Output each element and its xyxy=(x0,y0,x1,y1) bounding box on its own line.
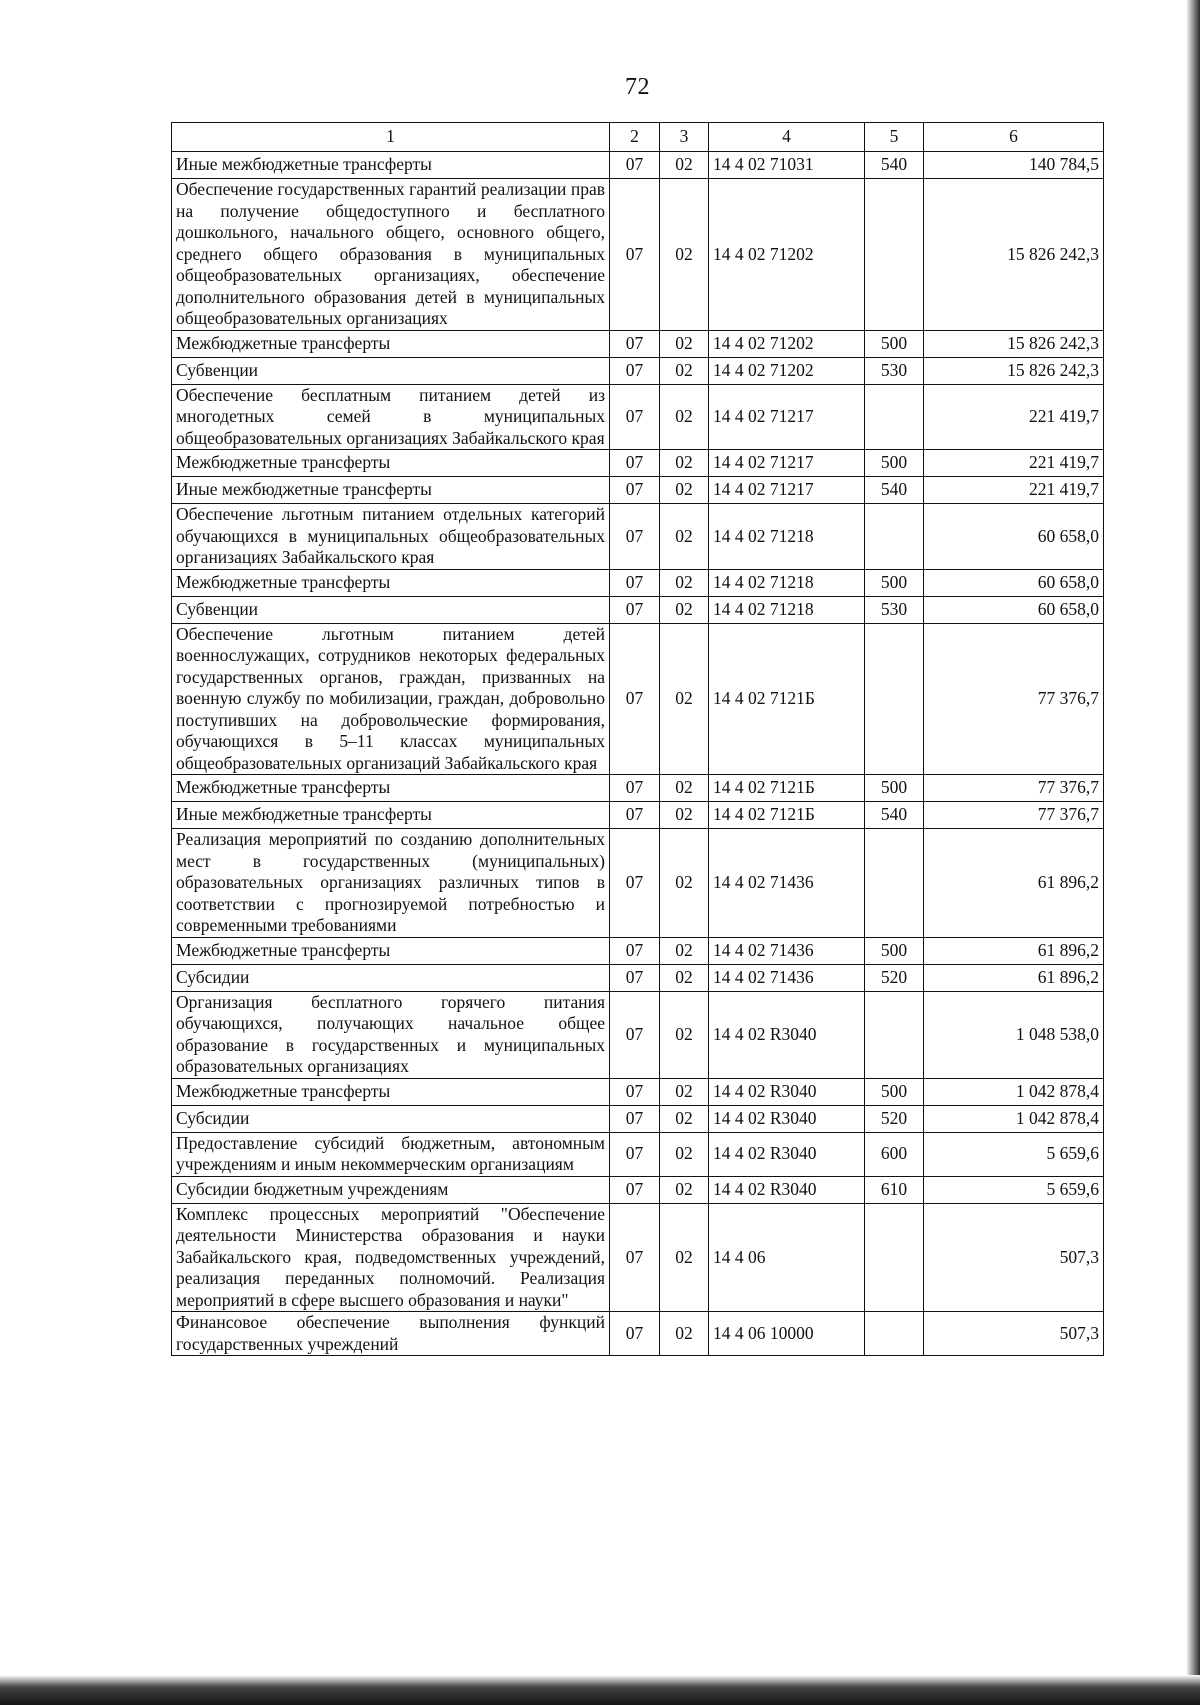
row-amount: 60 658,0 xyxy=(924,569,1104,596)
row-name: Субвенции xyxy=(172,357,610,384)
row-target-code: 14 4 02 R3040 xyxy=(709,1105,865,1132)
row-amount: 15 826 242,3 xyxy=(924,357,1104,384)
row-amount: 61 896,2 xyxy=(924,964,1104,991)
table-row xyxy=(172,775,1104,802)
table-row xyxy=(172,152,1104,179)
row-target-code: 14 4 06 10000 xyxy=(709,1312,865,1356)
row-subsection: 02 xyxy=(660,357,709,384)
row-name: Межбюджетные трансферты xyxy=(172,1078,610,1105)
table-row xyxy=(172,357,1104,384)
row-amount: 15 826 242,3 xyxy=(924,330,1104,357)
row-target-code: 14 4 02 R3040 xyxy=(709,1132,865,1176)
table-row xyxy=(172,937,1104,964)
row-name: Обеспечение льготным питанием отдельных категорий обучающихся в муниципальных общеобразовательных организациях Забайкальского края xyxy=(172,504,610,570)
row-expense-type xyxy=(865,1203,924,1312)
row-target-code: 14 4 02 7121Б xyxy=(709,775,865,802)
table-row xyxy=(172,330,1104,357)
row-name: Межбюджетные трансферты xyxy=(172,937,610,964)
table-row xyxy=(172,450,1104,477)
row-target-code: 14 4 02 71436 xyxy=(709,829,865,938)
row-amount: 507,3 xyxy=(924,1312,1104,1356)
row-expense-type xyxy=(865,991,924,1078)
row-expense-type: 610 xyxy=(865,1176,924,1203)
row-target-code: 14 4 02 71218 xyxy=(709,596,865,623)
row-expense-type xyxy=(865,384,924,450)
row-name: Финансовое обеспечение выполнения функций государственных учреждений xyxy=(172,1312,610,1356)
row-section: 07 xyxy=(610,1312,660,1356)
row-amount: 1 048 538,0 xyxy=(924,991,1104,1078)
row-name: Межбюджетные трансферты xyxy=(172,775,610,802)
row-name: Обеспечение государственных гарантий реализации прав на получение общедоступного и бесплатного дошкольного, начального общего, основного общего, среднего общего образования в муниципальных общеобразовательных организациях, обеспечение дополнительного образования детей в муниципальных общеобразовательных организациях xyxy=(172,179,610,331)
row-amount: 60 658,0 xyxy=(924,596,1104,623)
row-target-code: 14 4 02 71217 xyxy=(709,450,865,477)
row-expense-type: 600 xyxy=(865,1132,924,1176)
row-target-code: 14 4 02 71202 xyxy=(709,330,865,357)
row-expense-type: 500 xyxy=(865,450,924,477)
row-expense-type: 500 xyxy=(865,937,924,964)
table-body xyxy=(172,152,1104,1356)
scan-edge-bottom xyxy=(0,1675,1200,1705)
row-amount: 221 419,7 xyxy=(924,477,1104,504)
row-section: 07 xyxy=(610,937,660,964)
row-expense-type xyxy=(865,179,924,331)
row-expense-type xyxy=(865,1312,924,1356)
row-subsection: 02 xyxy=(660,569,709,596)
header-col-3: 3 xyxy=(660,123,709,152)
row-section: 07 xyxy=(610,569,660,596)
row-name: Предоставление субсидий бюджетным, автономным учреждениям и иным некоммерческим организациям xyxy=(172,1132,610,1176)
row-expense-type: 500 xyxy=(865,775,924,802)
table-header xyxy=(172,123,1104,152)
row-target-code: 14 4 02 R3040 xyxy=(709,1078,865,1105)
row-name: Субсидии xyxy=(172,1105,610,1132)
table-row xyxy=(172,623,1104,775)
row-target-code: 14 4 02 71202 xyxy=(709,179,865,331)
header-row xyxy=(172,123,1104,152)
row-expense-type: 540 xyxy=(865,477,924,504)
row-target-code: 14 4 02 71031 xyxy=(709,152,865,179)
row-name: Субсидии бюджетным учреждениям xyxy=(172,1176,610,1203)
row-target-code: 14 4 02 71217 xyxy=(709,477,865,504)
row-target-code: 14 4 02 71436 xyxy=(709,937,865,964)
row-amount: 1 042 878,4 xyxy=(924,1078,1104,1105)
row-section: 07 xyxy=(610,829,660,938)
row-target-code: 14 4 02 R3040 xyxy=(709,1176,865,1203)
row-subsection: 02 xyxy=(660,964,709,991)
row-name: Организация бесплатного горячего питания обучающихся, получающих начальное общее образование в государственных и муниципальных образовательных организациях xyxy=(172,991,610,1078)
row-name: Иные межбюджетные трансферты xyxy=(172,477,610,504)
row-section: 07 xyxy=(610,384,660,450)
row-subsection: 02 xyxy=(660,1132,709,1176)
table-row xyxy=(172,596,1104,623)
row-subsection: 02 xyxy=(660,152,709,179)
header-col-5: 5 xyxy=(865,123,924,152)
row-subsection: 02 xyxy=(660,504,709,570)
row-section: 07 xyxy=(610,802,660,829)
row-subsection: 02 xyxy=(660,1176,709,1203)
row-subsection: 02 xyxy=(660,384,709,450)
row-name: Иные межбюджетные трансферты xyxy=(172,152,610,179)
header-col-1: 1 xyxy=(172,123,610,152)
row-target-code: 14 4 02 71218 xyxy=(709,569,865,596)
table-row xyxy=(172,1105,1104,1132)
row-section: 07 xyxy=(610,450,660,477)
row-expense-type xyxy=(865,623,924,775)
row-section: 07 xyxy=(610,623,660,775)
table-row xyxy=(172,1078,1104,1105)
row-subsection: 02 xyxy=(660,623,709,775)
table-row xyxy=(172,569,1104,596)
row-amount: 77 376,7 xyxy=(924,775,1104,802)
row-expense-type: 540 xyxy=(865,802,924,829)
row-subsection: 02 xyxy=(660,1105,709,1132)
row-subsection: 02 xyxy=(660,477,709,504)
row-expense-type xyxy=(865,829,924,938)
row-expense-type: 530 xyxy=(865,357,924,384)
row-subsection: 02 xyxy=(660,179,709,331)
row-expense-type: 520 xyxy=(865,964,924,991)
table-row xyxy=(172,477,1104,504)
row-amount: 61 896,2 xyxy=(924,937,1104,964)
row-name: Межбюджетные трансферты xyxy=(172,569,610,596)
budget-table xyxy=(171,122,1104,1356)
row-amount: 1 042 878,4 xyxy=(924,1105,1104,1132)
row-name: Межбюджетные трансферты xyxy=(172,450,610,477)
header-col-2: 2 xyxy=(610,123,660,152)
header-col-4: 4 xyxy=(709,123,865,152)
row-section: 07 xyxy=(610,179,660,331)
row-subsection: 02 xyxy=(660,1078,709,1105)
table-row xyxy=(172,829,1104,938)
row-name: Обеспечение льготным питанием детей военнослужащих, сотрудников некоторых федеральных государственных органов, граждан, призванных на военную службу по мобилизации, граждан, добровольно поступивших на добровольческие формирования, обучающихся в 5–11 классах муниципальных общеобразовательных организаций Забайкальского края xyxy=(172,623,610,775)
row-subsection: 02 xyxy=(660,1203,709,1312)
row-name: Межбюджетные трансферты xyxy=(172,330,610,357)
row-section: 07 xyxy=(610,330,660,357)
table-row xyxy=(172,1132,1104,1176)
table-row xyxy=(172,802,1104,829)
table-row xyxy=(172,179,1104,331)
row-amount: 77 376,7 xyxy=(924,802,1104,829)
row-subsection: 02 xyxy=(660,450,709,477)
row-name: Иные межбюджетные трансферты xyxy=(172,802,610,829)
row-section: 07 xyxy=(610,964,660,991)
row-section: 07 xyxy=(610,1132,660,1176)
row-expense-type: 540 xyxy=(865,152,924,179)
row-expense-type xyxy=(865,504,924,570)
table-row xyxy=(172,1312,1104,1356)
row-expense-type: 500 xyxy=(865,1078,924,1105)
row-target-code: 14 4 02 71436 xyxy=(709,964,865,991)
row-amount: 140 784,5 xyxy=(924,152,1104,179)
page-number: 72 xyxy=(625,74,650,100)
row-amount: 61 896,2 xyxy=(924,829,1104,938)
row-target-code: 14 4 06 xyxy=(709,1203,865,1312)
row-name: Реализация мероприятий по созданию дополнительных мест в государственных (муниципальных) образовательных организациях различных типов в соответствии с прогнозируемой потребностью и современными требованиями xyxy=(172,829,610,938)
row-subsection: 02 xyxy=(660,775,709,802)
row-expense-type: 520 xyxy=(865,1105,924,1132)
row-target-code: 14 4 02 71202 xyxy=(709,357,865,384)
row-expense-type: 500 xyxy=(865,569,924,596)
row-amount: 507,3 xyxy=(924,1203,1104,1312)
row-amount: 221 419,7 xyxy=(924,384,1104,450)
row-section: 07 xyxy=(610,991,660,1078)
row-amount: 15 826 242,3 xyxy=(924,179,1104,331)
row-name: Комплекс процессных мероприятий "Обеспечение деятельности Министерства образования и науки Забайкальского края, подведомственных учреждений, реализация переданных полномочий. Реализация мероприятий в сфере высшего образования и науки" xyxy=(172,1203,610,1312)
row-amount: 5 659,6 xyxy=(924,1132,1104,1176)
row-amount: 221 419,7 xyxy=(924,450,1104,477)
row-section: 07 xyxy=(610,1203,660,1312)
row-name: Субсидии xyxy=(172,964,610,991)
row-section: 07 xyxy=(610,775,660,802)
row-subsection: 02 xyxy=(660,829,709,938)
row-target-code: 14 4 02 7121Б xyxy=(709,623,865,775)
row-section: 07 xyxy=(610,152,660,179)
row-target-code: 14 4 02 7121Б xyxy=(709,802,865,829)
row-section: 07 xyxy=(610,1078,660,1105)
row-subsection: 02 xyxy=(660,991,709,1078)
row-name: Обеспечение бесплатным питанием детей из многодетных семей в муниципальных общеобразовательных организациях Забайкальского края xyxy=(172,384,610,450)
row-section: 07 xyxy=(610,357,660,384)
table-row xyxy=(172,504,1104,570)
table-row xyxy=(172,991,1104,1078)
row-amount: 60 658,0 xyxy=(924,504,1104,570)
row-subsection: 02 xyxy=(660,330,709,357)
row-section: 07 xyxy=(610,1176,660,1203)
table-row xyxy=(172,384,1104,450)
row-expense-type: 530 xyxy=(865,596,924,623)
row-amount: 77 376,7 xyxy=(924,623,1104,775)
table-row xyxy=(172,964,1104,991)
row-target-code: 14 4 02 71217 xyxy=(709,384,865,450)
row-section: 07 xyxy=(610,477,660,504)
scan-edge-right xyxy=(1186,0,1200,1705)
row-amount: 5 659,6 xyxy=(924,1176,1104,1203)
row-target-code: 14 4 02 71218 xyxy=(709,504,865,570)
row-expense-type: 500 xyxy=(865,330,924,357)
row-target-code: 14 4 02 R3040 xyxy=(709,991,865,1078)
header-col-6: 6 xyxy=(924,123,1104,152)
row-section: 07 xyxy=(610,1105,660,1132)
row-subsection: 02 xyxy=(660,802,709,829)
row-section: 07 xyxy=(610,504,660,570)
table-row xyxy=(172,1203,1104,1312)
table-row xyxy=(172,1176,1104,1203)
row-subsection: 02 xyxy=(660,937,709,964)
row-subsection: 02 xyxy=(660,596,709,623)
row-section: 07 xyxy=(610,596,660,623)
row-name: Субвенции xyxy=(172,596,610,623)
row-subsection: 02 xyxy=(660,1312,709,1356)
